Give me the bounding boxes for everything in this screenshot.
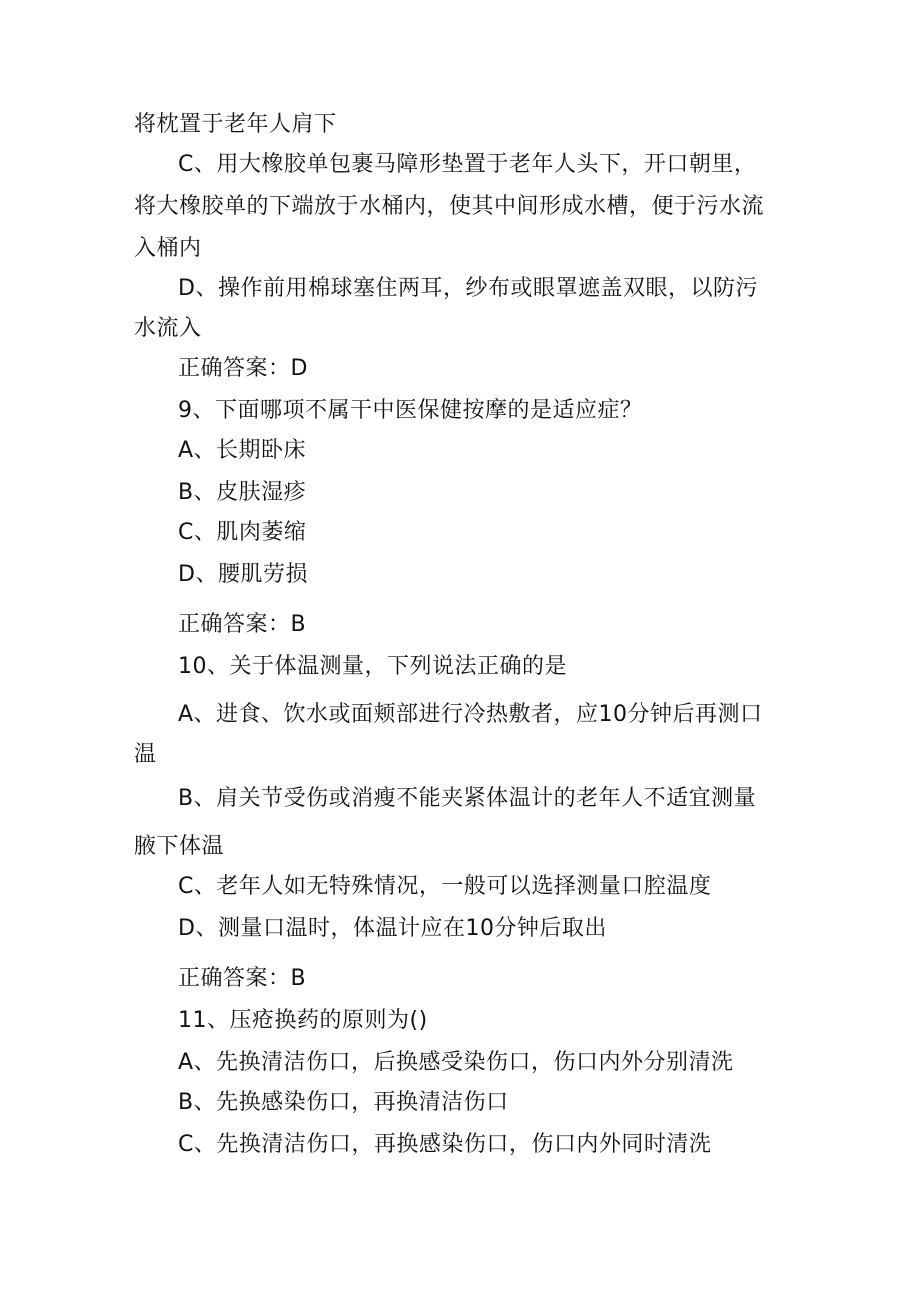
text-line: 腋下体温 (134, 834, 225, 859)
answer-line: 正确答案：D (178, 356, 308, 381)
question-10: 10、关于体温测量，下列说法正确的是 (178, 654, 567, 679)
text-line: 水流入 (134, 316, 202, 341)
option-a: A、长期卧床 (178, 438, 307, 463)
answer-line: 正确答案：B (178, 612, 307, 637)
option-d: D、操作前用棉球塞住两耳，纱布或眼罩遮盖双眼，以防污 (178, 276, 758, 301)
option-a: A、进食、饮水或面颊部进行冷热敷者，应10分钟后再测口 (178, 702, 763, 727)
text-line: 温 (134, 742, 157, 767)
option-c: C、用大橡胶单包裹马障形垫置于老年人头下，开口朝里， (178, 152, 757, 177)
option-c: C、先换清洁伤口，再换感染伤口，伤口内外同时清洗 (178, 1132, 712, 1157)
option-d: D、测量口温时，体温计应在10分钟后取出 (178, 916, 607, 941)
option-b: B、皮肤湿疹 (178, 480, 307, 505)
text-line: 入桶内 (134, 236, 202, 261)
option-b: B、先换感染伤口，再换清洁伤口 (178, 1090, 509, 1115)
text-line: 将大橡胶单的下端放于水桶内，使其中间形成水槽，便于污水流 (134, 194, 765, 219)
option-c: C、老年人如无特殊情况，一般可以选择测量口腔温度 (178, 874, 712, 899)
text-line: 将枕置于老年人肩下 (134, 112, 337, 137)
option-a: A、先换清洁伤口，后换感受染伤口，伤口内外分别清洗 (178, 1050, 734, 1075)
option-d: D、腰肌劳损 (178, 562, 308, 587)
question-9: 9、下面哪项不属干中医保健按摩的是适应症？ (178, 398, 643, 423)
question-11: 11、压疮换药的原则为() (178, 1008, 428, 1033)
option-c: C、肌肉萎缩 (178, 520, 307, 545)
answer-line: 正确答案：B (178, 966, 307, 991)
option-b: B、肩关节受伤或消瘦不能夹紧体温计的老年人不适宜测量 (178, 786, 757, 811)
